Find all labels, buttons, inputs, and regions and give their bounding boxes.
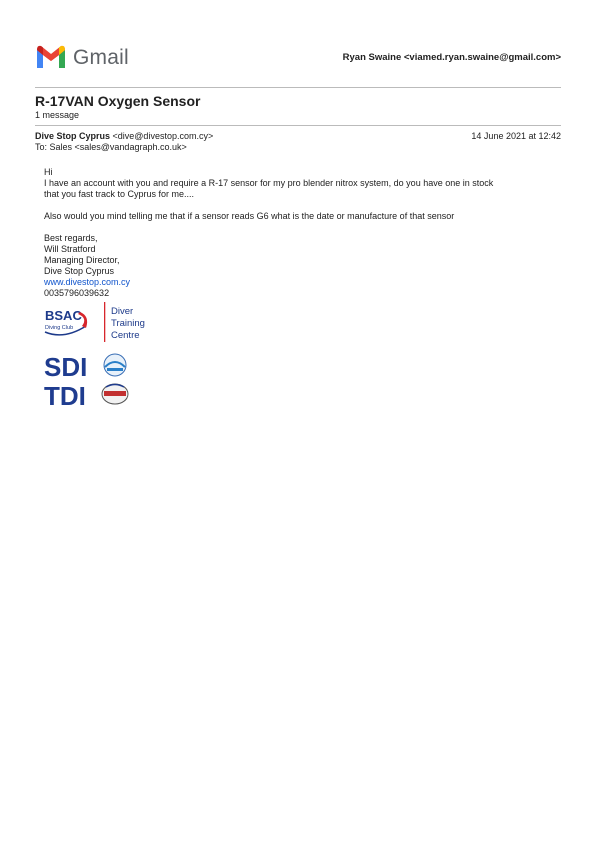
tdi-text: TDI bbox=[44, 381, 86, 408]
body-line: Also would you mind telling me that if a sensor reads G6 what is the date or manufacture of that sensor bbox=[44, 211, 455, 221]
gmail-logo-icon bbox=[35, 44, 67, 68]
sender-email: <dive@divestop.com.cy> bbox=[112, 131, 214, 141]
signature-phone: 0035796039632 bbox=[44, 288, 110, 298]
sdi-tdi-logo bbox=[44, 352, 134, 408]
signature-closing: Best regards, bbox=[44, 233, 98, 243]
body-line: I have an account with you and require a R-17 sensor for my pro blender nitrox system, do you have one in stock bbox=[44, 178, 494, 188]
body-greeting: Hi bbox=[44, 167, 53, 177]
subject-divider bbox=[35, 125, 561, 126]
signature-title: Managing Director, bbox=[44, 255, 120, 265]
bsac-text: BSAC bbox=[45, 308, 82, 323]
message-count: 1 message bbox=[35, 110, 80, 120]
gmail-header bbox=[35, 44, 561, 72]
bsac-sub-text: Diving Club bbox=[45, 325, 74, 331]
centre-text-2: Training bbox=[111, 318, 145, 329]
account-email: Ryan Swaine <viamed.ryan.swaine@gmail.com> bbox=[342, 52, 561, 63]
signature-company: Dive Stop Cyprus bbox=[44, 266, 115, 276]
gmail-wordmark: Gmail bbox=[73, 46, 129, 69]
website-link[interactable]: www.divestop.com.cy bbox=[44, 277, 131, 287]
bsac-logo bbox=[44, 302, 156, 342]
sdi-text: SDI bbox=[44, 352, 88, 382]
email-subject: R-17VAN Oxygen Sensor bbox=[35, 93, 201, 109]
message-date: 14 June 2021 at 12:42 bbox=[471, 131, 561, 141]
body-line: that you fast track to Cyprus for me.... bbox=[44, 189, 195, 199]
signature-name: Will Stratford bbox=[44, 244, 96, 254]
centre-text-1: Diver bbox=[111, 306, 134, 317]
sender-name: Dive Stop Cyprus bbox=[35, 131, 111, 141]
centre-text-3: Centre bbox=[111, 330, 140, 341]
sender-line bbox=[35, 131, 213, 141]
recipient-line: To: Sales <sales@vandagraph.co.uk> bbox=[35, 142, 187, 152]
header-divider bbox=[35, 87, 561, 88]
